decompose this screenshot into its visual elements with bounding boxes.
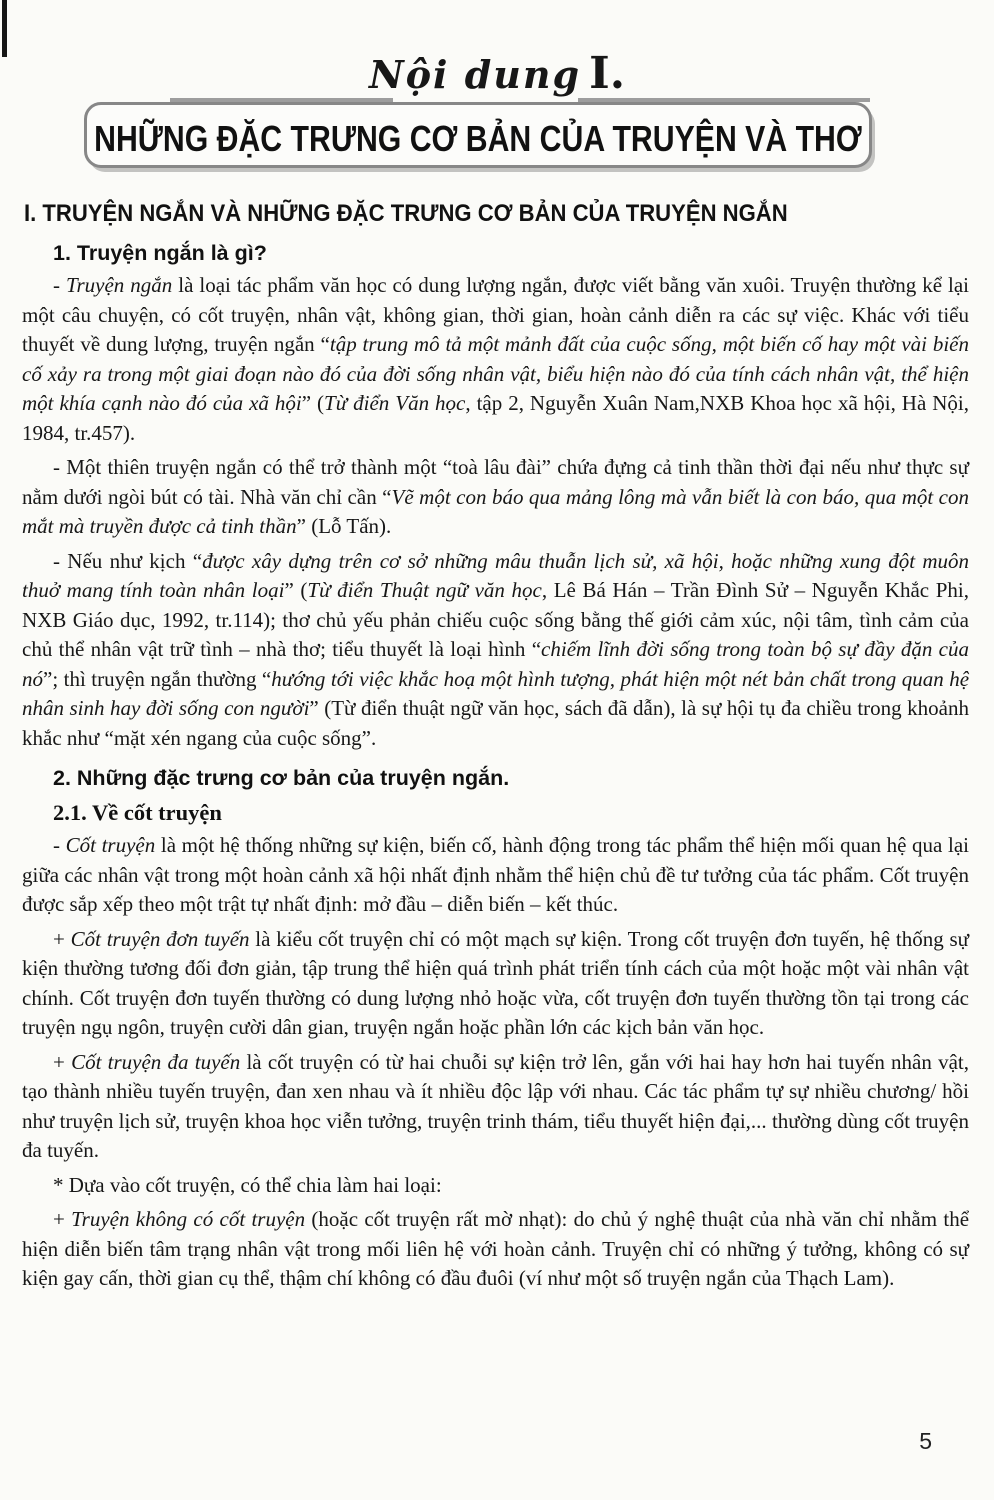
- paragraph-run: +: [53, 1207, 72, 1231]
- paragraph: [22, 1171, 969, 1201]
- paragraph-run: là cốt truyện có từ hai chuỗi sự kiện trở lên, gắn với hai hay hơn hai tuyến nhân vật, tạo thành nhiều tuyến truyện, đan xen nhau và ít nhiều độc lập với nhau. Các tác phẩm tự sự nhiều chương/ hồi như truyện lịch sử, truyện khoa học viễn tưởng, truyện trinh thám, tiểu thuyết hiện đại,... thường dùng cốt truyện đa tuyến.: [22, 1049, 970, 1162]
- paragraph-run: ” (: [301, 391, 325, 415]
- subsection-heading: 2. Những đặc trưng cơ bản của truyện ngắn.: [53, 766, 510, 790]
- paragraph-run: * Dựa vào cốt truyện, có thể chia làm hai loại:: [53, 1172, 442, 1197]
- paragraph-run: , tập 2, Nguyễn Xuân Nam,NXB Khoa học xã hội, Hà Nội, 1984, tr.457).: [22, 391, 970, 445]
- page-title: NHỮNG ĐẶC TRƯNG CƠ BẢN CỦA TRUYỆN VÀ THƠ: [94, 118, 862, 159]
- subsubsection-heading: 2.1. Về cốt truyện: [53, 800, 222, 825]
- subsection-heading: 1. Truyện ngắn là gì?: [53, 241, 267, 265]
- paragraph-run: +: [53, 926, 71, 951]
- paragraph-run-italic: tập trung mô tả một mảnh đất của cuộc sống, một biến cố hay một vài biến cố xảy ra trong một giai đoạn nào đó của đời sống nhân vật, biểu hiện nào đó của tính cách nhân vật, thể hiện một khía cạnh nào đó của xã hội: [22, 332, 969, 415]
- paragraph-run: , Lê Bá Hán – Trần Đình Sử – Nguyễn Khắc Phi, NXB Giáo dục, 1992, tr.114); thơ chủ yếu phản chiếu cuộc sống bằng thế giới cảm xúc, nội tâm, tình cảm của chủ thể nhân vật trữ tình – nhà thơ; tiểu thuyết là loại hình “: [22, 578, 969, 661]
- page-number: 5: [919, 1428, 932, 1454]
- kicker-script-text: Nội dung: [368, 52, 582, 97]
- paragraph-run: - Một thiên truyện ngắn có thể trở thành một “toà lâu đài” chứa đựng cả tinh thần thời đại nếu như thực sự nằm dưới ngòi bút có tài. Nhà văn chỉ cần “: [22, 455, 969, 509]
- paragraph-run-italic: Truyện ngắn: [65, 273, 173, 297]
- paragraph-run-italic: Truyện không có cốt truyện: [71, 1207, 306, 1231]
- kicker-numeral: I.: [589, 48, 626, 99]
- title-box: [84, 102, 872, 168]
- paragraph: [22, 925, 969, 1043]
- paragraph-run-italic: Cốt truyện đơn tuyến: [70, 926, 250, 951]
- content: [0, 200, 994, 1294]
- paragraph-run-italic: Vẽ một con báo qua mảng lông mà vẫn biết là con báo, qua một con mắt mà truyền được cả tinh thần: [22, 484, 969, 538]
- paragraph: [22, 271, 969, 448]
- paragraph-run-italic: hướng tới việc khắc hoạ một hình tượng, phát hiện một nét bản chất trong quan hệ nhân sinh hay đời sống con người: [22, 666, 970, 720]
- paragraph: [22, 1205, 969, 1294]
- paragraph-run: (hoặc cốt truyện rất mờ nhạt): do chủ ý nghệ thuật của nhà văn chỉ nhằm thể hiện diễn biến tâm trạng nhân vật trong mối liên hệ với hoàn cảnh. Truyện chỉ có những ý tưởng, không có sự kiện gay cấn, thời gian cụ thể, thậm chí không có đầu đuôi (ví như một số truyện ngắn của Thạch Lam).: [22, 1207, 970, 1290]
- paragraph-run: là kiểu cốt truyện chỉ có một mạch sự kiện. Trong cốt truyện đơn tuyến, hệ thống sự kiện thường tương đối đơn giản, tập trung thể hiện quá trình phát triển tính cách của một hoặc một vài nhân vật chính. Cốt truyện đơn tuyến thường có dung lượng nhỏ hoặc vừa, cốt truyện đơn tuyến thường tồn tại trong các truyện ngụ ngôn, truyện cười dân gian, truyện ngắn hoặc phần lớn các kịch bản văn học.: [22, 926, 970, 1039]
- paragraph: [22, 1048, 969, 1166]
- section-heading: I. TRUYỆN NGẮN VÀ NHỮNG ĐẶC TRƯNG CƠ BẢN CỦA TRUYỆN NGẮN: [24, 200, 788, 227]
- paragraph-run: ” (: [284, 578, 308, 602]
- paragraph-run-italic: Từ điển Văn học: [324, 391, 466, 415]
- paragraph: [22, 831, 969, 920]
- paragraph-run: là một hệ thống những sự kiện, biến cố, hành động trong tác phẩm thể hiện mối quan hệ qua lại giữa các nhân vật trong một hoàn cảnh xã hội nhất định nhằm thể hiện chủ đề tư tưởng của tác phẩm. Cốt truyện được sắp xếp theo một trật tự nhất định: mở đầu – diễn biến – kết thúc.: [22, 833, 969, 916]
- paragraph-run: ”; thì truyện ngắn thường “: [43, 666, 272, 691]
- page-header: [0, 0, 994, 172]
- paragraph-run-italic: Cốt truyện: [65, 833, 156, 857]
- paragraph-run-italic: Từ điển Thuật ngữ văn học: [307, 578, 542, 602]
- paragraph-run: ” (Từ điển thuật ngữ văn học, sách đã dẫn), là sự hội tụ đa chiều trong khoảnh khắc như “mặt xén ngang của cuộc sống”.: [22, 696, 969, 750]
- paragraph-run-italic: chiếm lĩnh đời sống trong toàn bộ sự đầy đặn của nó: [22, 637, 969, 691]
- paragraph-run: -: [53, 833, 66, 857]
- paragraph-run: -: [53, 273, 66, 297]
- paragraph: [22, 453, 969, 542]
- kicker: [357, 48, 637, 99]
- paragraph-run-italic: được xây dựng trên cơ sở những mâu thuẫn lịch sử, xã hội, hoặc những xung đột muôn thuở mang tính toàn nhân loại: [22, 548, 970, 602]
- paragraph-run: ” (Lỗ Tấn).: [296, 514, 392, 538]
- paragraph: [22, 547, 969, 754]
- content-blocks: [22, 241, 969, 1294]
- paragraph-run-italic: Cốt truyện đa tuyến: [71, 1049, 241, 1074]
- paragraph-run: - Nếu như kịch “: [53, 548, 203, 573]
- paragraph-run: là loại tác phẩm văn học có dung lượng ngắn, được viết bằng văn xuôi. Truyện thường kể lại một câu chuyện, có cốt truyện, nhân vật, không gian, thời gian, hoàn cảnh diễn ra các sự việc. Khác với tiểu thuyết về dung lượng, truyện ngắn “: [22, 273, 969, 356]
- paragraph-run: +: [53, 1049, 72, 1074]
